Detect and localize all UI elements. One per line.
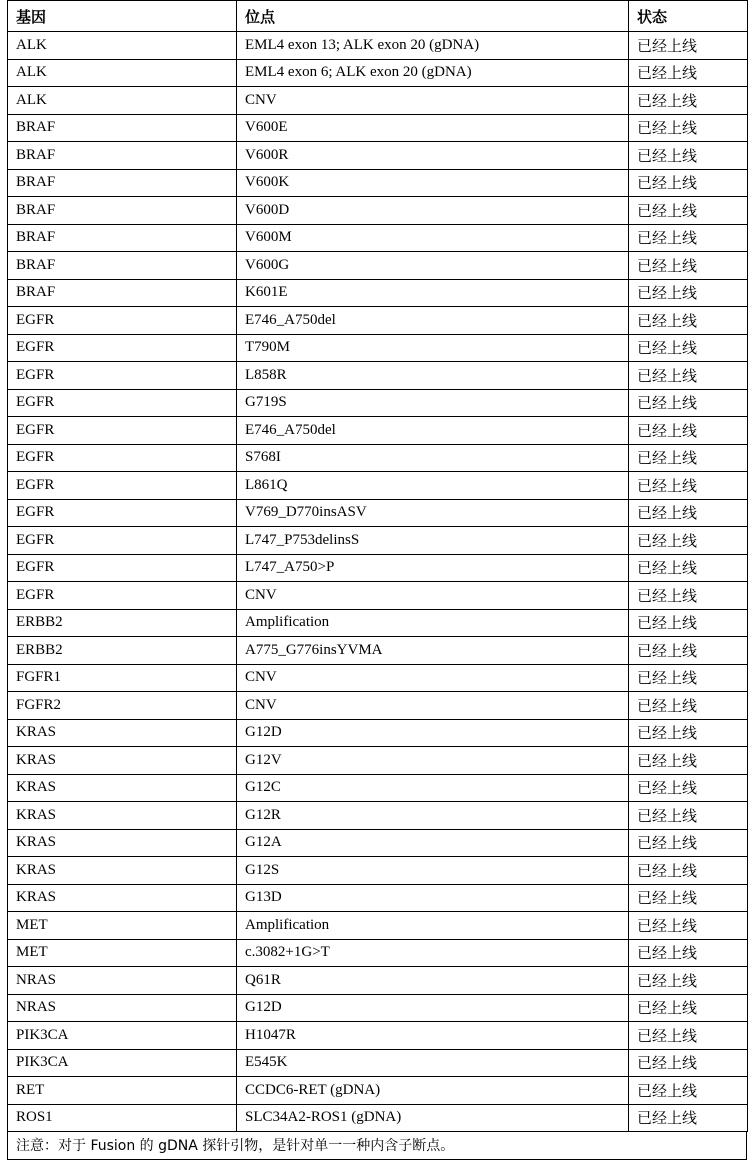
table-row xyxy=(8,1077,748,1105)
status-cell: 已经上线 xyxy=(629,1022,748,1050)
site-cell: Q61R xyxy=(237,967,629,995)
gene-cell: KRAS xyxy=(8,884,237,912)
table-row xyxy=(8,554,748,582)
table-row xyxy=(8,719,748,747)
site-cell: G719S xyxy=(237,389,629,417)
status-cell: 已经上线 xyxy=(629,802,748,830)
status-cell: 已经上线 xyxy=(629,334,748,362)
gene-cell: EGFR xyxy=(8,499,237,527)
table-row xyxy=(8,169,748,197)
status-cell: 已经上线 xyxy=(629,87,748,115)
site-cell: SLC34A2-ROS1 (gDNA) xyxy=(237,1104,629,1132)
status-cell: 已经上线 xyxy=(629,224,748,252)
gene-cell: FGFR2 xyxy=(8,692,237,720)
site-cell: V600M xyxy=(237,224,629,252)
gene-cell: BRAF xyxy=(8,169,237,197)
table-row xyxy=(8,1049,748,1077)
status-cell: 已经上线 xyxy=(629,1077,748,1105)
status-cell: 已经上线 xyxy=(629,59,748,87)
site-cell: L858R xyxy=(237,362,629,390)
status-cell: 已经上线 xyxy=(629,114,748,142)
table-row xyxy=(8,142,748,170)
site-cell: V600E xyxy=(237,114,629,142)
table-row xyxy=(8,417,748,445)
status-cell: 已经上线 xyxy=(629,719,748,747)
table-row xyxy=(8,747,748,775)
site-cell: G12V xyxy=(237,747,629,775)
site-cell: V600D xyxy=(237,197,629,225)
status-cell: 已经上线 xyxy=(629,417,748,445)
status-cell: 已经上线 xyxy=(629,307,748,335)
site-cell: CNV xyxy=(237,87,629,115)
status-cell: 已经上线 xyxy=(629,609,748,637)
gene-cell: ERBB2 xyxy=(8,609,237,637)
table-row xyxy=(8,1104,748,1132)
header-site: 位点 xyxy=(237,1,629,32)
status-cell: 已经上线 xyxy=(629,444,748,472)
status-cell: 已经上线 xyxy=(629,527,748,555)
status-cell: 已经上线 xyxy=(629,994,748,1022)
gene-cell: BRAF xyxy=(8,252,237,280)
site-cell: EML4 exon 13; ALK exon 20 (gDNA) xyxy=(237,32,629,60)
site-cell: CNV xyxy=(237,692,629,720)
site-cell: EML4 exon 6; ALK exon 20 (gDNA) xyxy=(237,59,629,87)
gene-cell: KRAS xyxy=(8,857,237,885)
site-cell: G12C xyxy=(237,774,629,802)
document xyxy=(7,0,747,1160)
gene-cell: BRAF xyxy=(8,279,237,307)
gene-cell: NRAS xyxy=(8,994,237,1022)
site-cell: E746_A750del xyxy=(237,307,629,335)
gene-cell: BRAF xyxy=(8,224,237,252)
table-row xyxy=(8,87,748,115)
status-cell: 已经上线 xyxy=(629,967,748,995)
gene-cell: NRAS xyxy=(8,967,237,995)
table-row xyxy=(8,802,748,830)
gene-cell: ALK xyxy=(8,87,237,115)
gene-cell: EGFR xyxy=(8,444,237,472)
status-cell: 已经上线 xyxy=(629,197,748,225)
table-row xyxy=(8,362,748,390)
header-status: 状态 xyxy=(629,1,748,32)
table-row xyxy=(8,527,748,555)
table-row xyxy=(8,334,748,362)
site-cell: H1047R xyxy=(237,1022,629,1050)
site-cell: G12R xyxy=(237,802,629,830)
table-row xyxy=(8,857,748,885)
site-cell: L747_P753delinsS xyxy=(237,527,629,555)
status-cell: 已经上线 xyxy=(629,279,748,307)
header-gene: 基因 xyxy=(8,1,237,32)
site-cell: V600R xyxy=(237,142,629,170)
table-row xyxy=(8,609,748,637)
table-row xyxy=(8,224,748,252)
gene-cell: KRAS xyxy=(8,719,237,747)
gene-site-table xyxy=(7,0,748,1132)
status-cell: 已经上线 xyxy=(629,747,748,775)
site-cell: Amplification xyxy=(237,609,629,637)
table-row xyxy=(8,912,748,940)
table-body xyxy=(8,32,748,1132)
gene-cell: EGFR xyxy=(8,582,237,610)
site-cell: A775_G776insYVMA xyxy=(237,637,629,665)
site-cell: G12D xyxy=(237,994,629,1022)
status-cell: 已经上线 xyxy=(629,774,748,802)
site-cell: T790M xyxy=(237,334,629,362)
status-cell: 已经上线 xyxy=(629,692,748,720)
gene-cell: BRAF xyxy=(8,142,237,170)
gene-cell: KRAS xyxy=(8,802,237,830)
status-cell: 已经上线 xyxy=(629,389,748,417)
gene-cell: EGFR xyxy=(8,362,237,390)
gene-cell: ROS1 xyxy=(8,1104,237,1132)
status-cell: 已经上线 xyxy=(629,142,748,170)
gene-cell: EGFR xyxy=(8,334,237,362)
status-cell: 已经上线 xyxy=(629,32,748,60)
site-cell: CCDC6-RET (gDNA) xyxy=(237,1077,629,1105)
site-cell: G12S xyxy=(237,857,629,885)
site-cell: E746_A750del xyxy=(237,417,629,445)
gene-cell: PIK3CA xyxy=(8,1049,237,1077)
gene-cell: RET xyxy=(8,1077,237,1105)
table-row xyxy=(8,692,748,720)
table-header-row xyxy=(8,1,748,32)
status-cell: 已经上线 xyxy=(629,912,748,940)
site-cell: S768I xyxy=(237,444,629,472)
table-row xyxy=(8,939,748,967)
table-row xyxy=(8,1022,748,1050)
table-row xyxy=(8,637,748,665)
gene-cell: EGFR xyxy=(8,307,237,335)
gene-cell: KRAS xyxy=(8,774,237,802)
status-cell: 已经上线 xyxy=(629,554,748,582)
site-cell: V600K xyxy=(237,169,629,197)
gene-cell: FGFR1 xyxy=(8,664,237,692)
gene-cell: EGFR xyxy=(8,554,237,582)
gene-cell: MET xyxy=(8,912,237,940)
site-cell: K601E xyxy=(237,279,629,307)
gene-cell: EGFR xyxy=(8,417,237,445)
site-cell: CNV xyxy=(237,664,629,692)
table-row xyxy=(8,252,748,280)
table-row xyxy=(8,32,748,60)
status-cell: 已经上线 xyxy=(629,499,748,527)
table-row xyxy=(8,279,748,307)
gene-cell: BRAF xyxy=(8,197,237,225)
gene-cell: ERBB2 xyxy=(8,637,237,665)
status-cell: 已经上线 xyxy=(629,884,748,912)
gene-cell: KRAS xyxy=(8,829,237,857)
table-row xyxy=(8,829,748,857)
site-cell: V769_D770insASV xyxy=(237,499,629,527)
site-cell: E545K xyxy=(237,1049,629,1077)
site-cell: Amplification xyxy=(237,912,629,940)
status-cell: 已经上线 xyxy=(629,252,748,280)
table-row xyxy=(8,472,748,500)
gene-cell: MET xyxy=(8,939,237,967)
table-row xyxy=(8,307,748,335)
site-cell: c.3082+1G>T xyxy=(237,939,629,967)
table-row xyxy=(8,774,748,802)
footnote: 注意：对于 Fusion 的 gDNA 探针引物，是针对单一一种内含子断点。 xyxy=(7,1132,747,1160)
table-row xyxy=(8,884,748,912)
status-cell: 已经上线 xyxy=(629,939,748,967)
site-cell: G13D xyxy=(237,884,629,912)
table-row xyxy=(8,499,748,527)
table-row xyxy=(8,59,748,87)
table-row xyxy=(8,389,748,417)
status-cell: 已经上线 xyxy=(629,582,748,610)
table-row xyxy=(8,197,748,225)
gene-cell: EGFR xyxy=(8,472,237,500)
gene-cell: ALK xyxy=(8,32,237,60)
site-cell: CNV xyxy=(237,582,629,610)
table-row xyxy=(8,967,748,995)
status-cell: 已经上线 xyxy=(629,169,748,197)
gene-cell: EGFR xyxy=(8,527,237,555)
status-cell: 已经上线 xyxy=(629,362,748,390)
status-cell: 已经上线 xyxy=(629,1104,748,1132)
table-row xyxy=(8,582,748,610)
site-cell: G12A xyxy=(237,829,629,857)
site-cell: G12D xyxy=(237,719,629,747)
table-row xyxy=(8,444,748,472)
site-cell: V600G xyxy=(237,252,629,280)
gene-cell: BRAF xyxy=(8,114,237,142)
status-cell: 已经上线 xyxy=(629,1049,748,1077)
table-row xyxy=(8,994,748,1022)
gene-cell: PIK3CA xyxy=(8,1022,237,1050)
status-cell: 已经上线 xyxy=(629,637,748,665)
site-cell: L861Q xyxy=(237,472,629,500)
gene-cell: EGFR xyxy=(8,389,237,417)
status-cell: 已经上线 xyxy=(629,472,748,500)
status-cell: 已经上线 xyxy=(629,857,748,885)
table-row xyxy=(8,114,748,142)
status-cell: 已经上线 xyxy=(629,829,748,857)
site-cell: L747_A750>P xyxy=(237,554,629,582)
gene-cell: ALK xyxy=(8,59,237,87)
status-cell: 已经上线 xyxy=(629,664,748,692)
table-row xyxy=(8,664,748,692)
gene-cell: KRAS xyxy=(8,747,237,775)
